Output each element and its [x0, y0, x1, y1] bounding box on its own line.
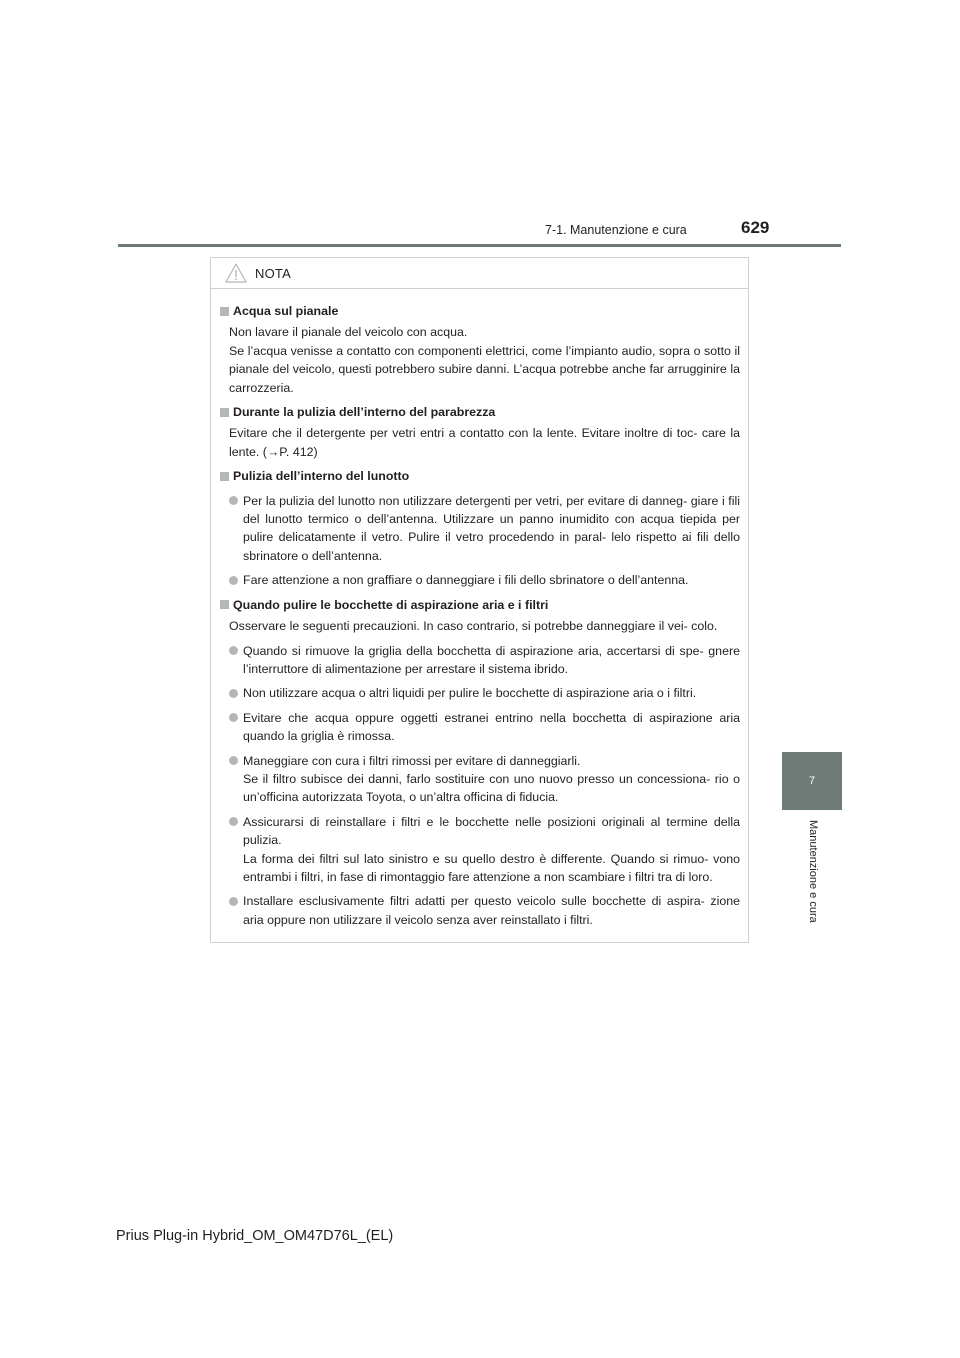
section-title: 7-1. Manutenzione e cura	[545, 223, 687, 237]
square-bullet-icon	[220, 307, 229, 316]
section-heading: Acqua sul pianale	[220, 302, 740, 320]
round-bullet-icon	[229, 756, 238, 765]
notice-body	[211, 289, 748, 929]
page-number: 629	[741, 218, 770, 237]
round-bullet-icon	[229, 897, 238, 906]
bullet-item: Non utilizzare acqua o altri liquidi per pulire le bocchette di aspirazione aria o i filtri.	[220, 684, 740, 702]
round-bullet-icon	[229, 689, 238, 698]
paragraph: Osservare le seguenti precauzioni. In caso contrario, si potrebbe danneggiare il vei- colo.	[229, 619, 718, 634]
bullet-item: Installare esclusivamente filtri adatti per questo veicolo sulle bocchette di aspira- zione aria oppure non utilizzare il veicolo senza aver reinstallato i filtri.	[220, 892, 740, 929]
bullet-item: Per la pulizia del lunotto non utilizzare detergenti per vetri, per evitare di danneg- giare i fili del lunotto termico o dell’antenna. Utilizzare un panno inumidito con acqua tiepida per pulire delicatamente il vetro. Pulire il vetro procedendo in paral- lelo rispetto ai fili dello sbrinatore o dell’antenna.	[220, 492, 740, 566]
header-rule	[118, 244, 841, 247]
warning-triangle-icon	[225, 263, 247, 283]
square-bullet-icon	[220, 408, 229, 417]
chapter-number: 7	[808, 775, 816, 787]
round-bullet-icon	[229, 496, 238, 505]
section-heading: Pulizia dell’interno del lunotto	[220, 467, 740, 485]
chapter-tab	[782, 752, 842, 810]
section-heading: Quando pulire le bocchette di aspirazione aria e i filtri	[220, 596, 740, 614]
notice-box	[210, 257, 749, 943]
chapter-side-label: Manutenzione e cura	[807, 820, 819, 923]
bullet-item: Maneggiare con cura i filtri rimossi per evitare di danneggiarli. Se il filtro subisce dei danni, farlo sostituire con uno nuovo presso un concessiona- rio o un’officina autorizzata Toyota, o un’altra officina di fiducia.	[220, 752, 740, 807]
notice-header	[211, 258, 748, 289]
notice-title: NOTA	[255, 265, 291, 281]
section-heading: Durante la pulizia dell’interno del parabrezza	[220, 403, 740, 421]
bullet-item: Fare attenzione a non graffiare o danneggiare i fili dello sbrinatore o dell’antenna.	[220, 571, 740, 589]
round-bullet-icon	[229, 817, 238, 826]
paragraph: Evitare che il detergente per vetri entri a contatto con la lente. Evitare inoltre di toc- care la lente. (→P. 412)	[229, 426, 740, 459]
bullet-item: Assicurarsi di reinstallare i filtri e le bocchette nelle posizioni originali al termine della pulizia. La forma dei filtri sul lato sinistro e su quello destro è differente. Quando si rimuo- vono entrambi i filtri, in fase di rimontaggio fare attenzione a non scambiare i filtri tra di loro.	[220, 813, 740, 887]
round-bullet-icon	[229, 646, 238, 655]
round-bullet-icon	[229, 576, 238, 585]
bullet-item: Evitare che acqua oppure oggetti estranei entrino nella bocchetta di aspirazione aria quando la griglia è rimossa.	[220, 709, 740, 746]
paragraph: Non lavare il pianale del veicolo con acqua. Se l’acqua venisse a contatto con componenti elettrici, come l’impianto audio, sopra o sotto il pianale del veicolo, questi potrebbero subire danni. L’acqua potrebbe anche far arrugginire la carrozzeria.	[229, 325, 740, 395]
square-bullet-icon	[220, 472, 229, 481]
footer-doc-id: Prius Plug-in Hybrid_OM_OM47D76L_(EL)	[116, 1228, 394, 1244]
bullet-item: Quando si rimuove la griglia della bocchetta di aspirazione aria, accertarsi di spe- gnere l’interruttore di alimentazione per arrestare il sistema ibrido.	[220, 642, 740, 679]
square-bullet-icon	[220, 600, 229, 609]
round-bullet-icon	[229, 713, 238, 722]
